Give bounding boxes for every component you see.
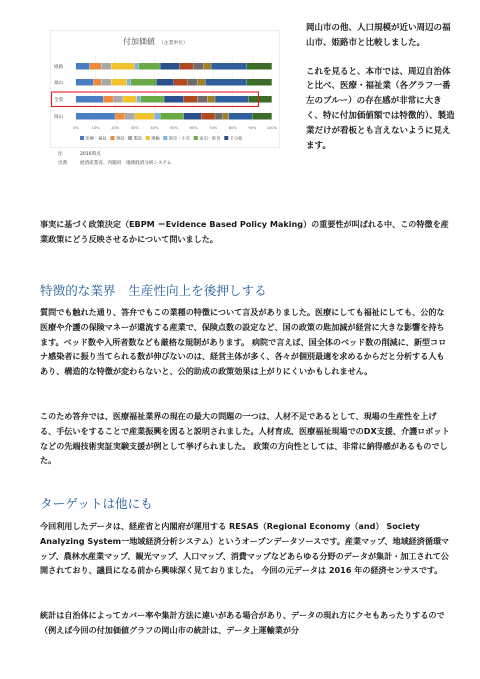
bar-segment bbox=[103, 96, 113, 103]
bar-segment bbox=[135, 113, 154, 120]
chart-subtitle: （企業単位） bbox=[159, 41, 188, 46]
side-paragraph: これを見ると、本市では、周辺自治体と比べ、医療・福祉業（各グラフ一番左のブルー）の存在感が非常に大きく、特に付加価値額では特徴的）、製造業だけが看板とも言えないように見えます。 bbox=[306, 66, 455, 151]
figure-notes bbox=[58, 150, 171, 168]
body-paragraph: 今回利用したデータは、経産省と内閣府が運用する RESAS（Regional Economy（and） Society Analyzing System一地域経済分析システム）というオープンデータソースです。産業マップ、地域経済循環マップ、農林水産業マップ、観光マップ、人口マップ、消費マップなどあらゆる分野のデータが集計・加工されて公開されており、議員になる前から興味深く見ておりました。 今回の元データは 2016 年の経済センサスです。 bbox=[40, 521, 450, 576]
bar-segment bbox=[247, 79, 272, 86]
bar-segment bbox=[164, 96, 183, 103]
body-paragraph: 質問でも触れた通り、答弁でもこの業種の特徴について言及がありました。医療にしても福祉にしても、公的な医療や介護の保険マネーが還流する産業で、保険点数の設定など、国の政策の匙加減が経営に大きな影響を持ちます。ベッド数や入所者数なども厳格な規制があります。 病院で言えば、国全体のベッド数の削減に、新型コロナ感染者に振り当てられる数が伸びないのは、経営主体が多く、各々が個別最適を求めるからだと分析する人もあり、構造的な特徴が変わらないと、公的助成の政策効果は上がりにくいかもしれません。 bbox=[40, 307, 447, 377]
value-added-chart bbox=[50, 30, 280, 148]
bar-segment bbox=[113, 96, 123, 103]
bar-segment bbox=[207, 96, 215, 103]
bar-segment bbox=[180, 63, 193, 70]
side-paragraph: 岡山市の他、人口規模が近い周辺の福山市、姫路市と比較しました。 bbox=[306, 23, 451, 48]
bar-segment bbox=[198, 96, 208, 103]
side-commentary bbox=[306, 21, 456, 167]
axis-tick-label: 0% bbox=[73, 126, 79, 130]
bar-segment bbox=[252, 113, 271, 120]
axis-tick-label: 100% bbox=[266, 126, 278, 130]
bar-segment bbox=[131, 79, 156, 86]
bar-segment bbox=[125, 113, 135, 120]
axis-tick-label: 50% bbox=[170, 126, 178, 130]
legend-swatch bbox=[111, 136, 115, 140]
note-key: 注 bbox=[58, 152, 63, 157]
bar-segment bbox=[215, 113, 223, 120]
note-line bbox=[58, 150, 171, 159]
legend-swatch bbox=[128, 136, 132, 140]
bar-segment bbox=[211, 63, 246, 70]
row-label: 福山 bbox=[54, 81, 64, 86]
legend-swatch bbox=[163, 136, 167, 140]
bar-segment bbox=[101, 79, 111, 86]
body-paragraph: このため答弁では、医療福祉業界の現在の最大の問題の一つは、人材不足であるとして、現場の生産性を上げる、手伝いをすることで産業振興を図ると説明されました。人材育成、医療福祉現場でのDX支援、介護ロボットなどの先端技術実証実験支援が例として挙げられました。 政策の方向性としては、非常に納得感があるものでした。 bbox=[40, 411, 450, 466]
bar-segment bbox=[154, 113, 160, 120]
axis-tick-label: 40% bbox=[150, 126, 159, 130]
row-label: 岡山 bbox=[54, 115, 64, 120]
axis-tick-label: 60% bbox=[189, 126, 198, 130]
bar-segment bbox=[229, 113, 252, 120]
bar-segment bbox=[90, 63, 101, 70]
bar-segment bbox=[76, 96, 103, 103]
row-label: 姫路 bbox=[54, 65, 64, 70]
bar-segment bbox=[94, 79, 102, 86]
body-paragraph: 統計は自治体によってカバー率や集計方法に違いがある場合があり、データの現れ方にクセもあったりするので（例えば今回の付加価値グラフの岡山市の統計は、データ上運輸業が分 bbox=[40, 610, 445, 635]
bar-segment bbox=[135, 63, 139, 70]
section-heading-target: ターゲットは他にも bbox=[40, 496, 153, 511]
bar-segment bbox=[111, 79, 126, 86]
axis-tick-label: 70% bbox=[209, 126, 218, 130]
bar-segment bbox=[184, 113, 201, 120]
legend-label: 運輸 bbox=[151, 135, 160, 141]
bar-segment bbox=[203, 63, 211, 70]
note-value: 2016時点 bbox=[80, 152, 101, 157]
axis-tick-label: 80% bbox=[228, 126, 237, 130]
legend-label: その他 bbox=[229, 135, 243, 141]
bar-segment bbox=[156, 79, 173, 86]
bar-segment bbox=[174, 79, 187, 86]
bar-segment bbox=[141, 96, 164, 103]
bar-segment bbox=[127, 79, 131, 86]
legend-label: 医療・福祉 bbox=[85, 135, 107, 141]
chart-title: 付加価値 bbox=[123, 37, 155, 46]
bar-segment bbox=[205, 79, 246, 86]
legend-label: 製造 bbox=[133, 135, 142, 141]
bar-segment bbox=[76, 63, 89, 70]
bar-segment bbox=[101, 63, 111, 70]
legend-label: 卸売・小売 bbox=[168, 135, 190, 141]
bar-segment bbox=[111, 63, 134, 70]
axis-tick-label: 20% bbox=[111, 126, 120, 130]
note-key: 出典 bbox=[58, 161, 68, 166]
bar-segment bbox=[184, 96, 197, 103]
bar-segment bbox=[223, 113, 229, 120]
legend-label: 宿泊・飲食 bbox=[199, 135, 221, 141]
axis-tick-label: 10% bbox=[91, 126, 100, 130]
ebpm-paragraph: 事実に基づく政策決定（EBPM ＝Evidence Based Policy Making）の重要性が叫ばれる中、この特徴を産業政策にどう反映させるかについて問いました。 bbox=[40, 219, 449, 244]
bar-segment bbox=[247, 63, 272, 70]
bar-segment bbox=[76, 113, 115, 120]
row-label: 全県 bbox=[54, 98, 64, 103]
legend-label: 建設 bbox=[116, 135, 125, 141]
bar-segment bbox=[248, 96, 271, 103]
legend-swatch bbox=[224, 136, 228, 140]
bar-segment bbox=[194, 63, 204, 70]
bar-segment bbox=[201, 113, 214, 120]
bar-segment bbox=[198, 79, 206, 86]
bar-segment bbox=[137, 96, 141, 103]
bar-segment bbox=[115, 113, 125, 120]
axis-tick-label: 30% bbox=[130, 126, 139, 130]
legend-swatch bbox=[194, 136, 198, 140]
axis-tick-label: 90% bbox=[248, 126, 257, 130]
legend-swatch bbox=[80, 136, 84, 140]
bar-segment bbox=[139, 63, 160, 70]
note-value: 経済産業省、内閣府 地域経済分析システム bbox=[80, 161, 172, 166]
bar-segment bbox=[160, 63, 179, 70]
bar-segment bbox=[76, 79, 93, 86]
industry-value-chart-figure bbox=[50, 30, 280, 148]
bar-segment bbox=[160, 113, 183, 120]
legend-swatch bbox=[146, 136, 150, 140]
note-line bbox=[58, 159, 171, 168]
bar-segment bbox=[188, 79, 198, 86]
bar-segment bbox=[215, 96, 248, 103]
section-heading-industry: 特徴的な業界 生産性向上を後押しする bbox=[40, 283, 267, 298]
bar-segment bbox=[123, 96, 136, 103]
